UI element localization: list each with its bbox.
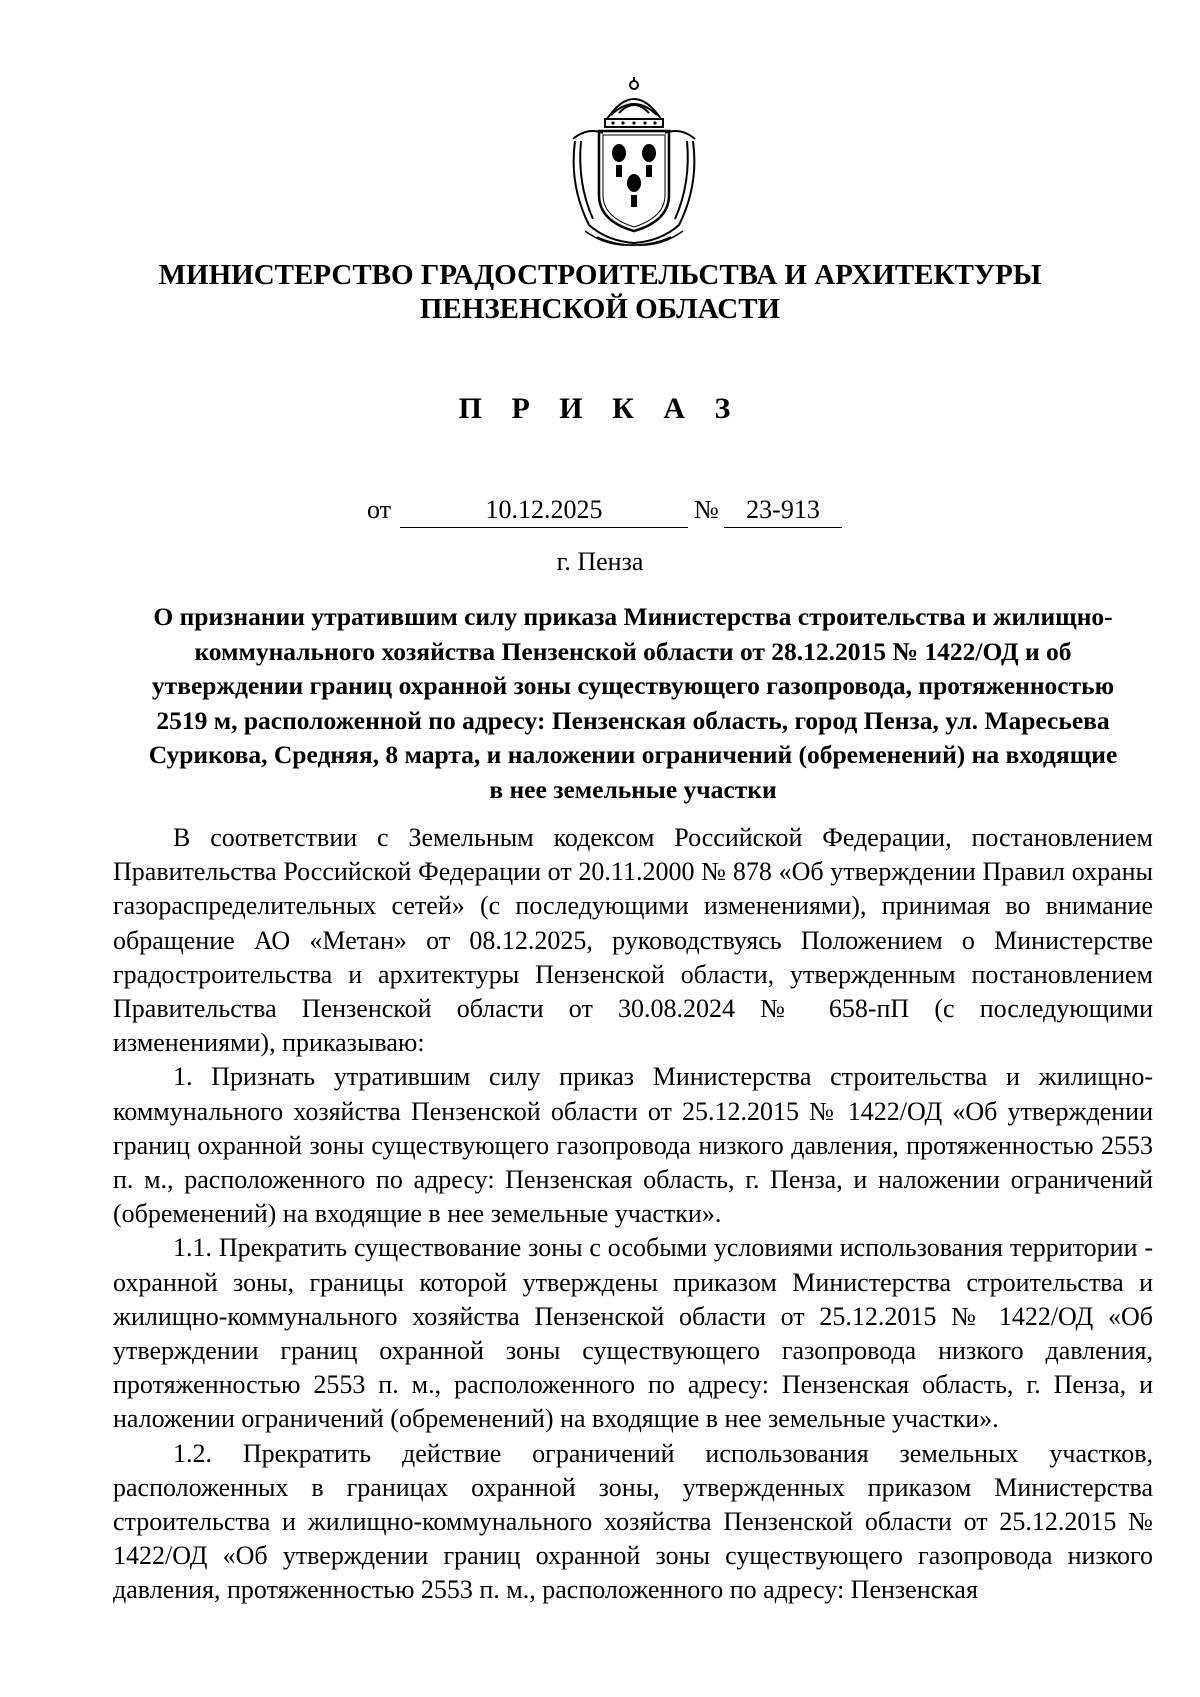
order-subject [113, 600, 1153, 807]
subject-line: Сурикова, Средняя, 8 марта, и наложении ограничений (обременений) на входящие [148, 740, 1118, 769]
coat-of-arms-icon [567, 75, 701, 247]
order-date: 10.12.2025 [400, 495, 688, 528]
ministry-name [110, 258, 1090, 326]
date-number-line [0, 495, 1200, 535]
order-title: П Р И К А З [458, 392, 742, 425]
subject-line: 2519 м, расположенной по адресу: Пензенская область, город Пенза, ул. Маресьева [156, 705, 1110, 735]
order-number: 23-913 [724, 495, 842, 528]
date-label: от [367, 495, 392, 524]
city: г. Пенза [556, 547, 644, 576]
order-body [113, 821, 1153, 1608]
subject-line: О признании утратившим силу приказа Министерства строительства и жилищно- [153, 602, 1113, 631]
item-1-2-paragraph: 1.2. Прекратить действие ограничений использования земельных участков, расположенных в границах охранной зоны, утвержденных приказом Министерства строительства и жилищно-коммунального хозяйства Пензенской области от 25.12.2015 № 1422/ОД «Об утверждении границ охранной зоны существующего газопровода низкого давления, протяженностью 2553 п. м., расположенного по адресу: Пензенская [113, 1438, 1153, 1605]
subject-line: в нее земельные участки [489, 774, 777, 804]
item-1-paragraph: 1. Признать утратившим силу приказ Министерства строительства и жилищно-коммунального хозяйства Пензенской области от 25.12.2015 № 1422/ОД «Об утверждении границ охранной зоны существующего газопровода низкого давления, протяженностью 2553 п. м., расположенного по адресу: Пензенская область, г. Пенза, и наложении ограничений (обременений) на входящие в нее земельные участки». [113, 1062, 1153, 1229]
item-1-1-paragraph: 1.1. Прекратить существование зоны с особыми условиями использования территории - охранной зоны, границы которой утверждены приказом Министерства строительства и жилищно-коммунального хозяйства Пензенской области от 25.12.2015 № 1422/ОД «Об утверждении границ охранной зоны существующего газопровода низкого давления, протяженностью 2553 п. м., расположенного по адресу: Пензенская область, г. Пенза, и наложении ограничений (обременений) на входящие в нее земельные участки». [113, 1233, 1153, 1434]
ministry-line-1: МИНИСТЕРСТВО ГРАДОСТРОИТЕЛЬСТВА И АРХИТЕКТУРЫ [158, 259, 1042, 291]
ministry-line-2: ПЕНЗЕНСКОЙ ОБЛАСТИ [419, 293, 781, 325]
number-label: № [694, 495, 719, 524]
subject-line: утверждении границ охранной зоны существующего газопровода, протяженностью [151, 671, 1115, 700]
subject-line: коммунального хозяйства Пензенской области от 28.12.2015 № 1422/ОД и об [194, 636, 1072, 666]
preamble-paragraph: В соответствии с Земельным кодексом Российской Федерации, постановлением Правительства Российской Федерации от 20.11.2000 № 878 «Об утверждении Правил охраны газораспределительных сетей» (с последующими изменениями), принимая во внимание обращение АО «Метан» от 08.12.2025, руководствуясь Положением о Министерстве градостроительства и архитектуры Пензенской области, утвержденным постановлением Правительства Пензенской области от 30.08.2024 № 658-пП (с последующими изменениями), приказываю: [113, 823, 1153, 1058]
